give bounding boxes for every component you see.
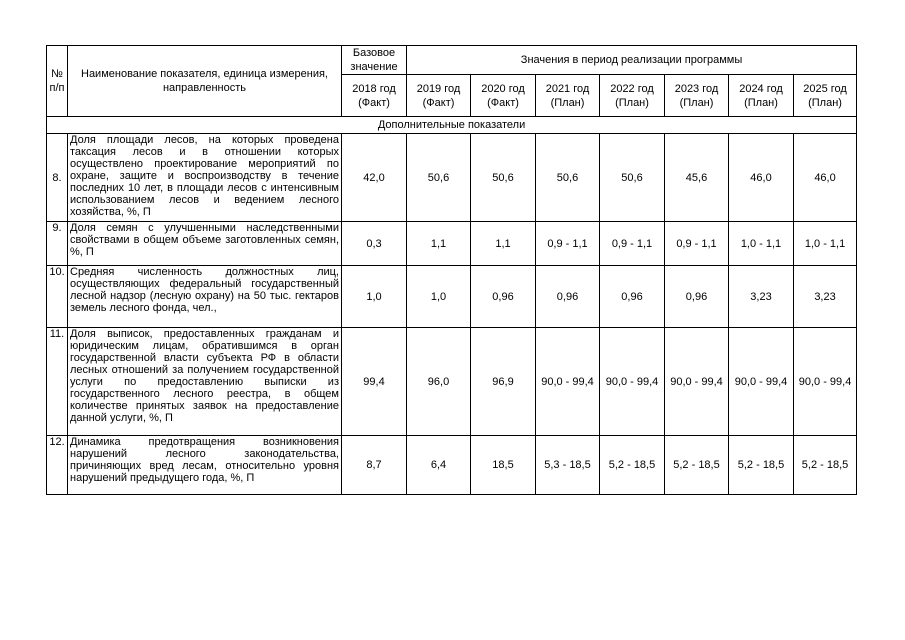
year-label: 2020 год xyxy=(481,82,525,95)
value-cell: 1,0 xyxy=(407,266,471,328)
row-number: 11. xyxy=(47,328,68,436)
row-number: 8. xyxy=(47,134,68,222)
year-label: 2022 год xyxy=(610,82,654,95)
value-cell: 0,96 xyxy=(536,266,600,328)
value-cell: 50,6 xyxy=(600,134,665,222)
value-cell: 90,0 - 99,4 xyxy=(536,328,600,436)
year-label: 2023 год xyxy=(674,82,719,95)
value-cell: 0,9 - 1,1 xyxy=(600,222,665,266)
value-cell: 3,23 xyxy=(729,266,794,328)
section-title: Дополнительные показатели xyxy=(47,117,857,134)
header-row-1 xyxy=(47,46,857,75)
table-row xyxy=(47,436,857,495)
value-cell: 5,3 - 18,5 xyxy=(536,436,600,495)
year-header xyxy=(536,75,600,117)
name-header: Наименование показателя, единица измерения, направленность xyxy=(68,46,342,117)
value-cell: 1,0 - 1,1 xyxy=(729,222,794,266)
value-cell: 50,6 xyxy=(536,134,600,222)
value-cell: 90,0 - 99,4 xyxy=(600,328,665,436)
indicators-table xyxy=(46,45,857,495)
row-number: 12. xyxy=(47,436,68,495)
value-cell: 1,0 - 1,1 xyxy=(794,222,857,266)
year-kind: (Факт) xyxy=(422,96,455,109)
year-kind: (План) xyxy=(550,96,585,109)
year-kind: (План) xyxy=(808,96,842,109)
indicator-name: Доля семян с улучшенными наследственными свойствами в общем объеме заготовленных семян, %, П xyxy=(68,222,342,266)
value-cell: 8,7 xyxy=(342,436,407,495)
indicator-name: Средняя численность должностных лиц, осуществляющих федеральный государственный лесной надзор (лесную охрану) на 50 тыс. гектаров земель лесного фонда, чел., xyxy=(68,266,342,328)
value-cell: 1,1 xyxy=(471,222,536,266)
base-header: Базовое значение xyxy=(342,46,407,75)
period-header: Значения в период реализации программы xyxy=(407,46,857,75)
value-cell: 0,9 - 1,1 xyxy=(665,222,729,266)
indicator-name: Доля выписок, предоставленных гражданам и юридическим лицам, обратившимся в орган государственной власти субъекта РФ в области лесных отношений за получением государственной услуги по предоставлению выписки из государственного лесного реестра, в общем количестве принятых заявок на предоставление данной услуги, %, П xyxy=(68,328,342,436)
indicator-name xyxy=(68,134,342,222)
year-kind: (План) xyxy=(744,96,778,109)
value-cell: 18,5 xyxy=(471,436,536,495)
table-row xyxy=(47,134,857,222)
value-cell: 90,0 - 99,4 xyxy=(665,328,729,436)
value-cell: 90,0 - 99,4 xyxy=(729,328,794,436)
value-cell: 90,0 - 99,4 xyxy=(794,328,857,436)
value-cell: 50,6 xyxy=(407,134,471,222)
value-cell: 96,9 xyxy=(471,328,536,436)
value-cell: 3,23 xyxy=(794,266,857,328)
value-cell: 0,96 xyxy=(471,266,536,328)
value-cell: 0,96 xyxy=(600,266,665,328)
value-cell: 5,2 - 18,5 xyxy=(729,436,794,495)
row-number: 10. xyxy=(47,266,68,328)
year-kind: (Факт) xyxy=(487,96,519,109)
value-cell: 0,9 - 1,1 xyxy=(536,222,600,266)
year-header xyxy=(407,75,471,117)
value-cell: 99,4 xyxy=(342,328,407,436)
indicator-name-text: Доля площади лесов, на которых проведена таксация лесов и в отношении которых осуществлено проектирование мероприятий по охране, защите и воспроизводству в течение последних 10 лет, в площади лесов с интенсивным использованием лесов и ведением лесного хозяйства, %, П xyxy=(70,134,339,218)
value-cell: 46,0 xyxy=(794,134,857,222)
year-kind: (План) xyxy=(615,96,649,109)
year-label: 2025 год xyxy=(803,82,847,95)
table-row xyxy=(47,266,857,328)
year-header xyxy=(665,75,729,117)
value-cell: 6,4 xyxy=(407,436,471,495)
table-row xyxy=(47,222,857,266)
num-header: № п/п xyxy=(47,46,68,117)
year-header xyxy=(342,75,407,117)
row-number: 9. xyxy=(47,222,68,266)
value-cell: 5,2 - 18,5 xyxy=(794,436,857,495)
value-cell: 5,2 - 18,5 xyxy=(665,436,729,495)
year-label: 2024 год xyxy=(739,82,783,95)
value-cell: 5,2 - 18,5 xyxy=(600,436,665,495)
year-header xyxy=(729,75,794,117)
value-cell: 0,96 xyxy=(665,266,729,328)
value-cell: 96,0 xyxy=(407,328,471,436)
value-cell: 1,1 xyxy=(407,222,471,266)
table-row xyxy=(47,328,857,436)
value-cell: 46,0 xyxy=(729,134,794,222)
value-cell: 50,6 xyxy=(471,134,536,222)
value-cell: 0,3 xyxy=(342,222,407,266)
year-header xyxy=(600,75,665,117)
value-cell: 45,6 xyxy=(665,134,729,222)
year-kind: (План) xyxy=(679,96,714,109)
year-label: 2019 год xyxy=(416,82,461,95)
value-cell: 1,0 xyxy=(342,266,407,328)
year-header xyxy=(794,75,857,117)
section-row xyxy=(47,117,857,134)
year-kind: (Факт) xyxy=(358,96,390,109)
indicator-name: Динамика предотвращения возникновения нарушений лесного законодательства, причиняющих вред лесам, относительно уровня нарушений предыдущего года, %, П xyxy=(68,436,342,495)
value-cell: 42,0 xyxy=(342,134,407,222)
year-label: 2018 год xyxy=(352,82,396,95)
year-header xyxy=(471,75,536,117)
year-label: 2021 год xyxy=(545,82,590,95)
